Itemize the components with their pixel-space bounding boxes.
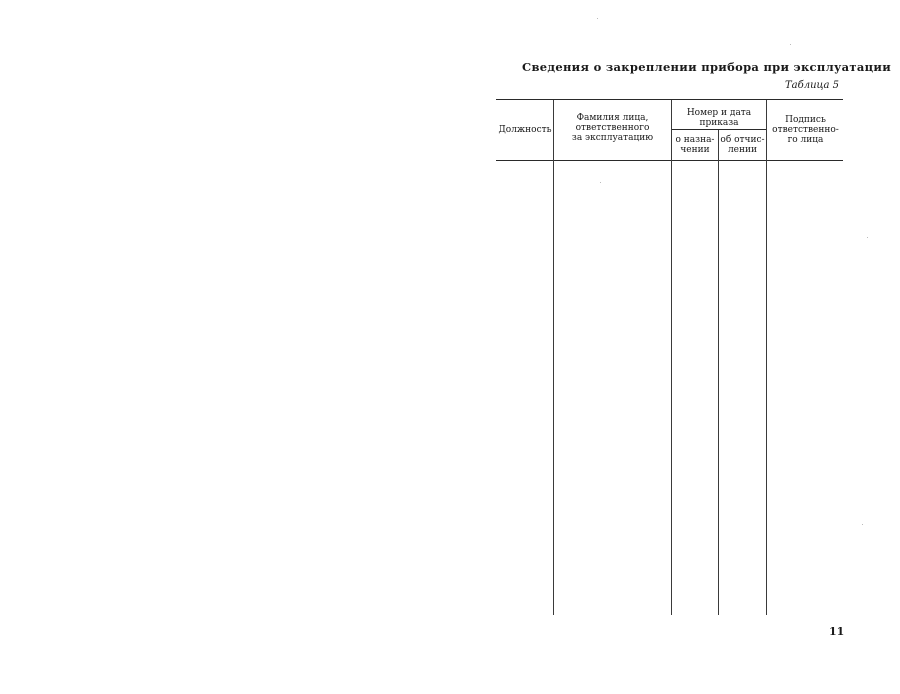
header-order-dismiss: об отчис- лении bbox=[720, 135, 765, 155]
scan-speck bbox=[790, 44, 791, 45]
order-subheader-rule bbox=[672, 129, 766, 130]
header-signature: Подпись ответственно- го лица bbox=[772, 115, 839, 145]
header-order-appoint: о назна- чении bbox=[675, 135, 715, 155]
header-responsible-name: Фамилия лица, ответственного за эксплуатацию bbox=[571, 113, 654, 143]
scan-speck bbox=[867, 237, 868, 238]
scan-speck bbox=[862, 524, 863, 525]
document-title: Сведения о закреплении прибора при эксплуатации bbox=[522, 60, 892, 74]
column-divider-3 bbox=[718, 130, 719, 615]
header-bottom-rule bbox=[496, 160, 843, 161]
table-label: Таблица 5 bbox=[785, 80, 840, 91]
scan-speck bbox=[597, 18, 598, 19]
column-divider-2 bbox=[671, 100, 672, 615]
column-divider-1 bbox=[553, 100, 554, 615]
scan-speck bbox=[600, 182, 601, 183]
page-number: 11 bbox=[829, 625, 845, 638]
header-position: Должность bbox=[498, 125, 552, 135]
header-order-group: Номер и дата приказа bbox=[686, 108, 752, 128]
column-divider-4 bbox=[766, 100, 767, 615]
table-top-rule bbox=[496, 99, 843, 100]
